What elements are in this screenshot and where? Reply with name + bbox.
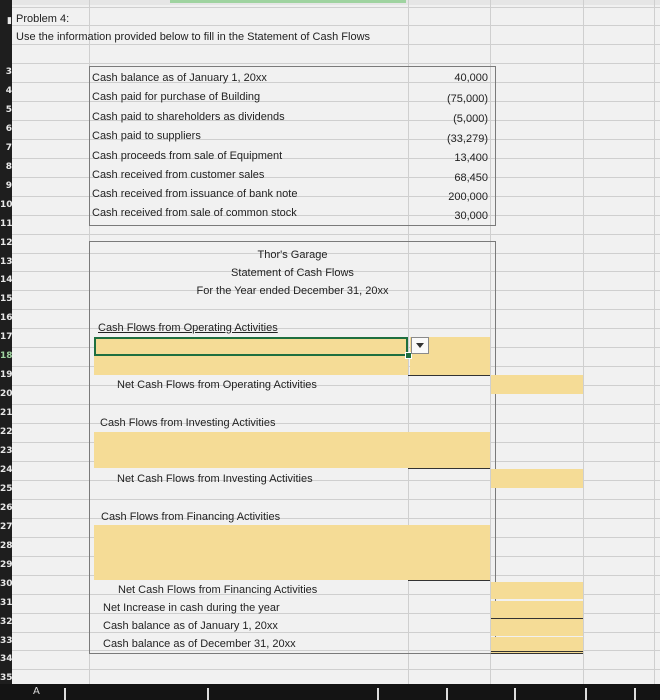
gridline <box>12 44 660 45</box>
net-increase-label: Net Increase in cash during the year <box>103 602 280 614</box>
row-number[interactable]: 28 <box>0 540 13 551</box>
investing-items-input[interactable] <box>94 432 490 468</box>
gridline <box>12 669 660 670</box>
row-number[interactable]: 34 <box>0 654 13 665</box>
row-number[interactable]: 21 <box>0 408 13 419</box>
data-label: Cash paid to shareholders as dividends <box>92 111 285 123</box>
row-header-column <box>0 0 12 684</box>
gridline <box>12 7 660 8</box>
subtotal-rule <box>408 375 490 376</box>
tab-divider <box>377 688 379 700</box>
tab-divider <box>207 688 209 700</box>
data-value: 68,450 <box>454 172 488 184</box>
row-number[interactable]: 5 <box>5 104 12 115</box>
data-value: 40,000 <box>454 72 488 84</box>
data-value: (75,000) <box>447 93 488 105</box>
investing-net-input[interactable] <box>491 469 583 488</box>
data-value: (33,279) <box>447 133 488 145</box>
gridline <box>12 63 660 64</box>
row-number[interactable]: 8 <box>5 161 12 172</box>
gridline <box>12 25 660 26</box>
tab-divider <box>446 688 448 700</box>
cash-begin-label: Cash balance as of January 1, 20xx <box>103 620 278 632</box>
row-number[interactable]: 30 <box>0 578 13 589</box>
financing-items-input[interactable] <box>94 525 490 580</box>
problem-instruction: Use the information provided below to fill in the Statement of Cash Flows <box>16 31 371 43</box>
subtotal-rule <box>408 580 490 581</box>
statement-title: Statement of Cash Flows <box>231 267 354 279</box>
row-number[interactable]: 13 <box>0 256 13 267</box>
gridline <box>654 0 655 684</box>
statement-period: For the Year ended December 31, 20xx <box>196 285 389 297</box>
cash-end-label: Cash balance as of December 31, 20xx <box>103 638 296 650</box>
row-number: ▮ <box>7 16 12 26</box>
row-number[interactable]: 11 <box>0 218 13 229</box>
financing-header: Cash Flows from Financing Activities <box>101 511 281 523</box>
tab-divider <box>585 688 587 700</box>
data-value: 200,000 <box>448 191 488 203</box>
operating-net-input[interactable] <box>491 375 583 394</box>
sheet-tab-label[interactable]: A <box>33 686 40 697</box>
investing-header: Cash Flows from Investing Activities <box>100 417 276 429</box>
total-rule <box>491 618 583 619</box>
sheet-tab-bar <box>0 684 660 700</box>
row-number[interactable]: 19 <box>0 370 13 381</box>
tab-divider <box>64 688 66 700</box>
row-number[interactable]: 17 <box>0 332 13 343</box>
operating-net-label: Net Cash Flows from Operating Activities <box>117 379 317 391</box>
row-number[interactable]: 23 <box>0 446 13 456</box>
row-number[interactable]: 12 <box>0 237 13 248</box>
operating-item-input[interactable] <box>94 356 408 375</box>
row-number[interactable]: 32 <box>0 616 13 627</box>
row-number[interactable]: 6 <box>5 123 12 134</box>
row-number[interactable]: 35 <box>0 673 13 684</box>
row-number[interactable]: 24 <box>0 464 13 475</box>
row-number[interactable]: 29 <box>0 559 13 570</box>
row-number[interactable]: 16 <box>0 313 13 324</box>
data-label: Cash received from issuance of bank note <box>92 188 298 200</box>
data-label: Cash received from customer sales <box>92 169 265 181</box>
tab-divider <box>634 688 636 700</box>
data-label: Cash proceeds from sale of Equipment <box>92 150 283 162</box>
data-label: Cash paid to suppliers <box>92 130 201 142</box>
row-number[interactable]: 15 <box>0 294 13 305</box>
gridline <box>12 234 660 235</box>
row-number[interactable]: 26 <box>0 502 13 513</box>
selected-column-indicator <box>170 0 406 3</box>
net-increase-input[interactable] <box>491 601 583 618</box>
gridline <box>583 0 584 684</box>
statement-company: Thor's Garage <box>257 249 328 261</box>
tab-divider <box>514 688 516 700</box>
data-label: Cash paid for purchase of Building <box>92 91 261 103</box>
financing-net-label: Net Cash Flows from Financing Activities <box>118 584 318 596</box>
cash-end-input[interactable] <box>491 637 583 654</box>
row-number[interactable]: 18 <box>0 351 13 362</box>
subtotal-rule <box>408 468 490 469</box>
operating-header: Cash Flows from Operating Activities <box>98 322 278 334</box>
row-number[interactable]: 25 <box>0 483 13 494</box>
row-number[interactable]: 9 <box>5 180 12 191</box>
data-label: Cash received from sale of common stock <box>92 207 297 219</box>
row-number[interactable]: 7 <box>5 142 12 153</box>
data-label: Cash balance as of January 1, 20xx <box>92 72 267 84</box>
row-number[interactable]: 3 <box>5 67 12 77</box>
selected-cell[interactable] <box>94 337 408 356</box>
data-value: (5,000) <box>453 113 488 125</box>
financing-net-input[interactable] <box>491 582 583 599</box>
row-number[interactable]: 20 <box>0 389 13 400</box>
row-number[interactable]: 14 <box>0 275 13 286</box>
data-value: 30,000 <box>454 210 488 222</box>
row-number[interactable]: 31 <box>0 597 13 608</box>
row-number[interactable]: 27 <box>0 521 13 532</box>
dropdown-button[interactable] <box>411 337 429 354</box>
row-number[interactable]: 4 <box>5 85 12 96</box>
row-number[interactable]: 10 <box>0 199 13 210</box>
data-value: 13,400 <box>454 152 488 164</box>
investing-net-label: Net Cash Flows from Investing Activities <box>117 473 313 485</box>
row-number[interactable]: 33 <box>0 635 13 646</box>
cash-begin-input[interactable] <box>491 619 583 636</box>
problem-title: Problem 4: <box>16 13 70 25</box>
row-number[interactable]: 22 <box>0 427 13 438</box>
